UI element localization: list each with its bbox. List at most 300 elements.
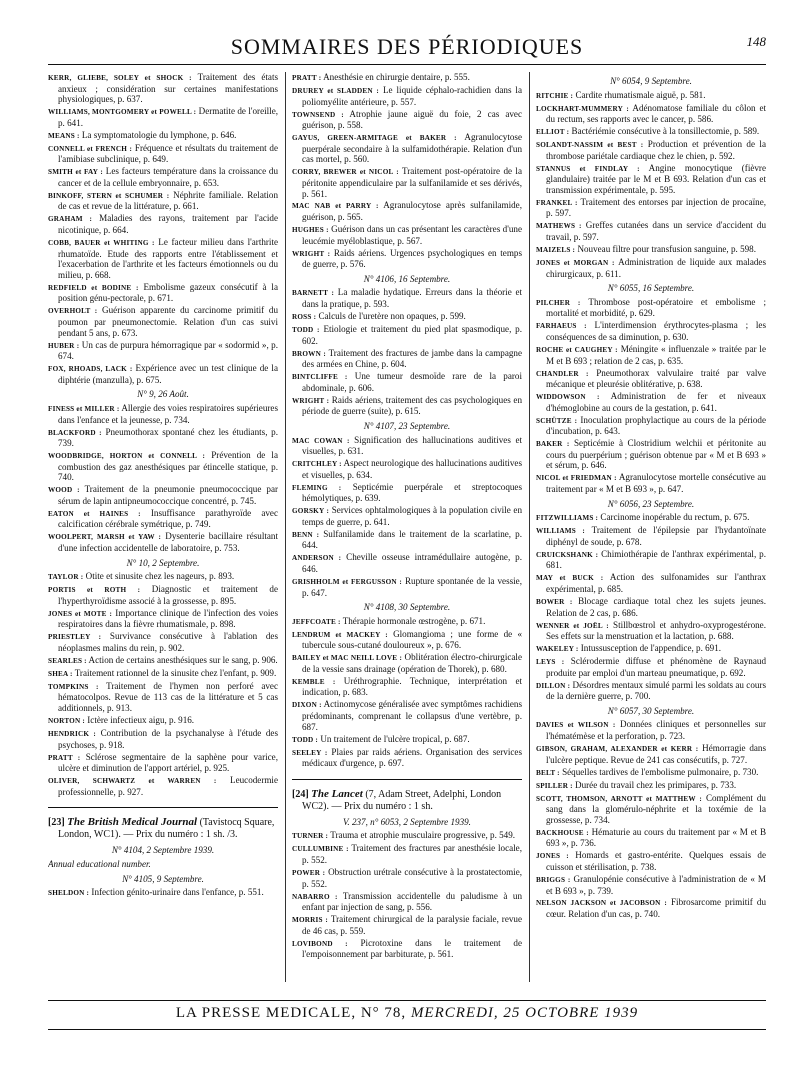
entry-author: ROCHE et CAUGHEY : [536, 345, 618, 354]
entry-title: Angine monocytique (fièvre glandulaire) traitée par le M et B 693. Relation d'un cas et transmission expérimentale, p. 595. [546, 162, 766, 195]
entry-author: WRIGHT : [292, 396, 330, 405]
entry [536, 126, 766, 138]
entry-author: OVERHOLT : [48, 307, 98, 316]
entry-author: NICOL et FRIEDMAN : [536, 474, 617, 483]
entry-title: Thrombose post-opératoire et embolisme ; mortalité et morbidité, p. 629. [546, 296, 766, 319]
entry-author: REDFIELD et BODINE : [48, 283, 139, 292]
entry-title: Intussusception de l'appendice, p. 691. [580, 643, 722, 654]
entry-author: BROWN : [292, 349, 326, 358]
entry-author: SHELDON : [48, 889, 90, 898]
entry-author: BLACKFORD : [48, 428, 102, 437]
entry-author: BACKHOUSE : [536, 828, 589, 837]
entry-author: LOCKHART-MUMMERY : [536, 104, 629, 113]
entry-author: FINESS et MILLER : [48, 404, 120, 413]
entry-title: Actinomycose généralisée avec symptômes rachidiens prédominants, comprenant le collapsus d'une vertèbre, p. 687. [302, 699, 522, 732]
entry-list [48, 887, 278, 899]
entry-title: Une tumeur desmoïde rare de la paroi abdominale, p. 606. [302, 371, 522, 393]
entry-author: EATON et HAINES : [48, 509, 141, 518]
entry-author: JEFFCOATE : [292, 617, 341, 626]
entry [292, 166, 522, 199]
entry-title: Chimiothérapie de l'anthrax expérimental, p. 681. [546, 548, 766, 571]
entry [536, 719, 766, 741]
entry [292, 458, 522, 480]
entry [292, 629, 522, 651]
entry-author: DAVIES et WILSON : [536, 721, 616, 730]
entry-title: Raids aériens. Urgences psychologiques en temps de guerre, p. 576. [302, 247, 522, 270]
entry-author: FITZWILLIAMS : [536, 514, 599, 523]
entry-title: Services ophtalmologiques à la population civile en temps de guerre, p. 641. [302, 505, 522, 527]
entry-author: POWER : [292, 868, 326, 877]
entry-title: Un traitement de l'ulcère tropical, p. 687. [320, 733, 470, 744]
entry-title: Traitement de l'hymen non perforé avec hématocolpos. Revue de 113 cas de la littérature et 5 cas additionnels, p. 913. [58, 680, 278, 714]
entry-author: MAC COWAN : [292, 436, 350, 445]
entry-author: COBB, BAUER et WHITING : [48, 239, 155, 248]
entry-author: WAKELEY : [536, 645, 579, 654]
entry [48, 363, 278, 385]
entry-author: PILCHER : [536, 298, 581, 307]
entry-title: Traitement des fractures de jambe dans la campagne des armées en Chine, p. 604. [302, 347, 522, 370]
entry [536, 743, 766, 765]
entry-title: Ictère infectieux aigu, p. 916. [87, 715, 195, 726]
entry-title: Administration de fer et niveaux d'hémoglobine au cours de la gestation, p. 641. [546, 391, 766, 413]
entry-author: SCOTT, THOMSON, ARNOTT et MATTHEW : [536, 794, 702, 803]
entry-title: Durée du travail chez les primipares, p. 733. [575, 779, 737, 790]
entry-list [292, 435, 522, 599]
entry [536, 767, 766, 779]
entry-author: HENDRICK : [48, 730, 97, 739]
entry [48, 213, 278, 235]
entry-title: Désordres mentaux simulé parmi les soldats au cours de la dernière guerre, p. 700. [546, 679, 766, 702]
entry-author: WOOLPERT, MARSH et YAW : [48, 533, 162, 542]
entry-title: Raids aériens, traitement des cas psychologiques en période de guerre (suite), p. 615. [302, 394, 522, 417]
entry-author: NABARRO : [292, 892, 338, 901]
issue-heading: N° 6054, 9 Septembre. [610, 76, 692, 86]
entry [48, 508, 278, 530]
entry-title: Traitement post-opératoire de la péritonite appendiculaire par la sulfanilamide et ses dérivés, p. 561. [302, 166, 522, 199]
page-title: SOMMAIRES DES PÉRIODIQUES [230, 34, 584, 59]
entry-title: Otite et sinusite chez les nageurs, p. 893. [85, 571, 235, 582]
issue-heading: N° 6055, 16 Septembre. [607, 283, 695, 294]
entry [48, 752, 278, 774]
entry [292, 843, 522, 865]
entry-author: WRIGHT : [292, 249, 331, 258]
entry-title: Cheville osseuse intramédullaire autogène, p. 646. [302, 552, 522, 574]
entry-author: GRAHAM : [48, 215, 93, 224]
entry-title: Obstruction urétrale consécutive à la prostatectomie, p. 552. [302, 866, 522, 889]
entry [48, 305, 278, 338]
entry-author: CORRY, BREWER et NICOL : [292, 168, 399, 177]
entry-author: OLIVER, SCHWARTZ et WARREN : [48, 777, 217, 786]
issue-heading: N° 6056, 23 Septembre. [607, 498, 695, 509]
entry-author: JONES : [536, 852, 569, 861]
entry-author: MAC NAB et PARRY : [292, 202, 379, 211]
entry-author: TAYLOR : [48, 573, 84, 582]
entry-author: SPILLER : [536, 781, 573, 790]
entry-author: SCHÜTZE : [536, 416, 578, 425]
column-divider [285, 72, 286, 982]
entry-author: WIDDOWSON : [536, 393, 600, 402]
entry-title: Rupture spontanée de la vessie, p. 647. [302, 575, 522, 598]
entry [292, 132, 522, 165]
entry [536, 643, 766, 655]
entry-author: JONES et MOTE : [48, 609, 113, 618]
entry-author: LOVIBOND : [292, 939, 348, 948]
entry [536, 680, 766, 702]
page [48, 28, 766, 1038]
entry-author: BENN : [292, 530, 320, 539]
entry-author: BINKOFF, STERN et SCHUMER : [48, 191, 170, 200]
entry-title: Oblitération électro-chirurgicale de la vessie sans drainage (opération de Thorek), p. 680. [302, 652, 522, 674]
entry-title: Importance clinique de l'infection des voies respiratoires dans la fièvre rhumatismale, p. 898. [58, 607, 278, 630]
entry-list [292, 287, 522, 416]
entry-author: TODD : [292, 325, 320, 334]
entry [536, 793, 766, 826]
entry [536, 163, 766, 196]
entry [292, 72, 522, 84]
entry [292, 734, 522, 746]
entry-title: Les facteurs température dans la croissance du cancer et de la cellule embryonnaire, p. 653. [58, 166, 278, 188]
footer-text [48, 1005, 766, 1022]
entry [292, 891, 522, 913]
entry [48, 531, 278, 553]
entry-author: BINTCLIFFE : [292, 373, 348, 382]
entry [48, 728, 278, 750]
entry-title: Administration de liquide aux malades chirurgicaux, p. 611. [546, 257, 766, 279]
entry-title: Blocage cardiaque total chez les sujets jeunes. Relation de 2 cas, p. 686. [546, 595, 766, 618]
entry-title: Embolisme gazeux consécutif à la position génu-pectorale, p. 671. [58, 281, 278, 304]
entry [292, 371, 522, 393]
entry-author: GAYUS, GREEN-ARMITAGE et BAKER : [292, 134, 457, 143]
entry-author: ANDERSON : [292, 554, 342, 563]
entry-author: FLEMING : [292, 483, 342, 492]
entry-title: Maladies des rayons, traitement par l'acide nicotinique, p. 664. [58, 213, 278, 236]
column-2 [292, 72, 522, 992]
entry-title: Traitement chirurgical de la paralysie faciale, revue de 46 cas, p. 559. [302, 914, 522, 936]
issue-heading: N° 4107, 23 Septembre. [363, 420, 451, 431]
entry-author: MORRIS : [292, 916, 329, 925]
entry-author: WILLIAMS, MONTGOMERY et POWELL : [48, 108, 197, 117]
entry-list [536, 719, 766, 919]
journal-name: The British Medical Journal [67, 816, 198, 829]
entry [292, 109, 522, 131]
entry-title: Bactériémie consécutive à la tonsillectomie, p. 589. [571, 126, 760, 137]
entry [48, 190, 278, 212]
entry [536, 197, 766, 219]
entry-title: Adénomatose familiale du côlon et du rectum, ses rapports avec le cancer, p. 586. [546, 102, 766, 125]
entry [536, 438, 766, 471]
entry-title: Stillbœstrol et anhydro-oxyprogestérone. Ses effets sur la menstruation et la lactation, p. 688. [546, 619, 766, 642]
entry [292, 224, 522, 246]
issue-heading: N° 4108, 30 Septembre. [363, 602, 451, 613]
entry-author: BRIGGS : [536, 875, 571, 884]
journal-details: (Tavistocq Square, London, WC1). — Prix du numéro : 1 sh. /3. [58, 817, 275, 841]
entry-author: TURNER : [292, 832, 329, 841]
entry [292, 505, 522, 527]
entry-author: CULLUMBINE : [292, 845, 349, 854]
section-separator [292, 779, 522, 780]
entry-author: HUGHES : [292, 226, 329, 235]
entry [292, 552, 522, 574]
entry [292, 287, 522, 309]
column-3 [536, 72, 766, 992]
entry-author: DRUREY et SLADDEN : [292, 86, 380, 95]
entry [536, 297, 766, 319]
entry-title: Action des sulfonamides sur l'anthrax expérimental, p. 685. [546, 572, 766, 594]
entry-title: Le liquide céphalo-rachidien dans la poliomyélite antérieure, p. 557. [302, 84, 522, 107]
entry-title: Action de certains anesthésiques sur le sang, p. 906. [88, 654, 278, 665]
entry [292, 348, 522, 370]
entry-title: L'interdimension érythrocytes-plasma ; les conséquences de sa diminution, p. 630. [546, 320, 766, 342]
entry [536, 391, 766, 413]
entry-author: CONNELL et FRENCH : [48, 144, 133, 153]
entry [292, 747, 522, 769]
column-divider [529, 72, 530, 982]
entry [48, 484, 278, 506]
entry-title: Insuffisance parathyroïde avec calcification cérébrale symétrique, p. 749. [58, 507, 278, 530]
entry-title: Cardite rhumatismale aiguë, p. 581. [575, 89, 706, 100]
entry [536, 827, 766, 849]
section-separator [48, 807, 278, 808]
entry [536, 780, 766, 792]
footer-date: MERCREDI, 25 OCTOBRE 1939 [410, 1005, 639, 1021]
entry-author: FOX, RHOADS, LACK : [48, 365, 133, 374]
entry-title: Le facteur milieu dans l'arthrite rhumatoïde. Etude des rapports entre l'établissement et l'exacerbation de l'arthrite et les facteurs émotionnels ou du milieu, p. 668. [58, 237, 278, 280]
entry [536, 368, 766, 390]
page-header [48, 28, 766, 65]
entry-title: Séquelles tardives de l'embolisme pulmonaire, p. 730. [562, 766, 759, 777]
entry-author: MAIZELS : [536, 246, 576, 255]
entry [48, 715, 278, 727]
entry [292, 529, 522, 551]
entry-title: Traitement de la pneumonie pneumococcique par sérum de lapin antipneumococcique concentré, p. 745. [58, 484, 278, 506]
entry [48, 106, 278, 128]
entry [292, 395, 522, 417]
entry-title: Traitement des états anxieux ; considération sur certaines manifestations physiologiques, p. 637. [58, 72, 278, 105]
entry-title: Traitement des fractures par anesthésie locale, p. 552. [302, 843, 522, 865]
entry [292, 830, 522, 842]
entry-title: Guérison apparente du carcinome primitif du poumon par pneumonectomie. Relation d'un cas suivi pendant 5 ans, p. 673. [58, 305, 278, 338]
entry-author: LENDRUM et MACKEY : [292, 630, 388, 639]
entry-author: CHANDLER : [536, 369, 589, 378]
entry-title: Inoculation prophylactique au cours de la période d'incubation, p. 643. [546, 414, 766, 437]
entry-author: ELLIOT : [536, 128, 570, 137]
entry-author: NELSON JACKSON et JACOBSON : [536, 899, 667, 908]
entry-author: RITCHIE : [536, 91, 574, 100]
entry-author: PORTIS et ROTH : [48, 586, 141, 595]
entry-title: Allergie des voies respiratoires supérieures dans l'enfance et la jeunesse, p. 734. [58, 402, 278, 425]
entry-author: CRITCHLEY : [292, 460, 342, 469]
issue-note: Annual educational number. [48, 858, 151, 869]
entry-title: Pneumothorax spontané chez les étudiants, p. 739. [58, 426, 278, 449]
entry [292, 576, 522, 598]
entry-author: GORSKY : [292, 507, 330, 516]
entry-author: MAY et BUCK : [536, 574, 604, 583]
column-1 [48, 72, 278, 992]
entry [48, 72, 278, 105]
entry-author: NORTON : [48, 717, 85, 726]
entry-title: Sclérodermie diffuse et phénomène de Raynaud produite par emploi d'un marteau pneumatique, p. 692. [546, 656, 766, 678]
issue-heading: N° 6057, 30 Septembre. [607, 705, 695, 716]
entry-list [536, 297, 766, 495]
entry [536, 525, 766, 547]
entry [48, 143, 278, 165]
entry-author: BAILEY et MAC NEILL LOVE : [292, 654, 403, 663]
entry [536, 572, 766, 594]
entry-title: Pneumothorax valvulaire traité par valve mécanique et pleurésie oblitérative, p. 638. [546, 367, 766, 390]
issue-heading: N° 4105, 9 Septembre. [122, 873, 204, 884]
entry-title: Agranulocytose mortelle consécutive au traitement par « M et B 693 », p. 647. [546, 472, 766, 495]
entry-title: Granulopénie consécutive à l'administration de « M et B 693 », p. 739. [546, 873, 766, 896]
entry-author: KERR, GLIEBE, SOLEY et SHOCK : [48, 74, 192, 82]
entry [48, 584, 278, 606]
page-footer [48, 1000, 766, 1030]
entry [48, 282, 278, 304]
columns [48, 72, 766, 992]
entry-author: PRIESTLEY : [48, 633, 102, 642]
entry [48, 403, 278, 425]
entry [292, 435, 522, 457]
entry-title: Sulfanilamide dans le traitement de la scarlatine, p. 644. [302, 528, 522, 551]
entry-title: Agranulocytose puerpérale secondaire à la sulfamidothérapie. Relation d'un cas mortel, p. 560. [302, 132, 522, 165]
journal-details: (7, Adam Street, Adelphi, London WC2). — Prix du numéro : 1 sh. [302, 788, 502, 812]
entry [536, 415, 766, 437]
entry-author: FRANKEL : [536, 198, 578, 207]
page-number: 148 [746, 34, 766, 49]
journal-number: [23] [48, 817, 65, 829]
entry-title: Traitement de l'épilepsie par l'hydantoïnate diphényl de soude, p. 678. [546, 525, 766, 547]
entry [292, 699, 522, 732]
entry-title: Fibrosarcome primitif du cœur. Relation d'un cas, p. 740. [546, 897, 766, 920]
entry-title: Aspect neurologique des hallucinations auditives et visuelles, p. 634. [302, 458, 522, 480]
entry-author: CRUICKSHANK : [536, 550, 599, 559]
entry-author: GIBSON, GRAHAM, ALEXANDER et KERR : [536, 745, 699, 754]
entry-author: PRATT : [48, 753, 81, 762]
entry-title: Dermatite de l'oreille, p. 641. [58, 106, 278, 128]
entry [48, 237, 278, 280]
entry [48, 608, 278, 630]
entry-author: KEMBLE : [292, 677, 336, 686]
entry-list [292, 72, 522, 270]
journal-heading [48, 816, 278, 841]
entry-title: Signification des hallucinations auditives et visuelles, p. 631. [302, 434, 522, 457]
entry [48, 631, 278, 653]
entry-list [536, 512, 766, 702]
entry-title: Sclérose segmentaire de la saphène pour varice, ulcère et diminution de l'apport artériel, p. 925. [58, 751, 278, 774]
issue-heading: N° 10, 2 Septembre. [126, 557, 200, 568]
entry-title: Glomangioma ; une forme de « tubercule sous-cutané douloureux », p. 676. [302, 628, 522, 651]
entry [292, 938, 522, 960]
entry-author: WOOD : [48, 486, 80, 495]
entry [292, 652, 522, 674]
entry-title: Hémorragie dans l'ulcère peptique. Revue de 241 cas consécutifs, p. 727. [546, 743, 766, 765]
entry-title: Néphrite familiale. Relation de cas et revue de la littérature, p. 661. [58, 189, 278, 212]
entry-title: Dysenterie bacillaire résultant d'une infection accidentelle de laboratoire, p. 753. [58, 531, 278, 553]
entry-title: Etiologie et traitement du pied plat spasmodique, p. 602. [302, 323, 522, 346]
journal-number: [24] [292, 788, 309, 800]
entry-author: GRISHHOLM et FERGUSSON : [292, 577, 403, 586]
entry-title: Expérience avec un test clinique de la diphtérie (manzulla), p. 675. [58, 363, 278, 385]
entry-author: BARNETT : [292, 289, 335, 298]
journal-heading [292, 788, 522, 813]
entry-author: SMITH et FAY : [48, 168, 103, 177]
entry [292, 324, 522, 346]
journal-name: The Lancet [311, 787, 363, 800]
entry [536, 220, 766, 242]
issue-heading: V. 237, n° 6053, 2 Septembre 1939. [343, 816, 471, 827]
entry-author: TODD : [292, 735, 319, 744]
entry [292, 676, 522, 698]
entry [536, 656, 766, 678]
entry [48, 450, 278, 483]
entry-title: La maladie hydatique. Erreurs dans la théorie et dans la pratique, p. 593. [302, 287, 522, 310]
entry [292, 311, 522, 323]
entry [536, 850, 766, 872]
entry [536, 257, 766, 279]
entry-author: WOODBRIDGE, HORTON et CONNELL : [48, 452, 206, 461]
entry [292, 200, 522, 222]
entry-title: Carcinome inopérable du rectum, p. 675. [600, 512, 750, 523]
entry-author: HUBER : [48, 341, 80, 350]
entry [292, 914, 522, 936]
entry-author: BELT : [536, 768, 560, 777]
entry-title: Diagnostic et traitement de l'hyperthyroïdisme associé à la grossesse, p. 895. [58, 584, 278, 606]
entry-title: Septicémie puerpérale et streptocoques hémolytiques, p. 639. [302, 481, 522, 504]
entry-author: SEARLES : [48, 656, 87, 665]
entry-author: ROSS : [292, 313, 317, 321]
entry-title: Complément du sang dans la glomérulo-néphrite et la toxémie de la grossesse, p. 734. [546, 792, 766, 825]
entry-title: Nouveau filtre pour transfusion sanguine, p. 598. [577, 244, 756, 255]
entry-title: Anesthésie en chirurgie dentaire, p. 555. [323, 72, 470, 82]
entry [48, 571, 278, 583]
entry [48, 655, 278, 667]
entry-list [48, 571, 278, 797]
entry-list [292, 830, 522, 959]
entry-title: Greffes cutanées dans un service d'accident du travail, p. 597. [546, 220, 766, 243]
entry-author: JONES et MORGAN : [536, 259, 615, 268]
entry [48, 681, 278, 714]
entry-title: Leucodermie professionnelle, p. 927. [58, 775, 278, 797]
entry-title: Calculs de l'uretère non opaques, p. 599. [318, 311, 466, 321]
entry [536, 620, 766, 642]
entry-author: TOWNSEND : [292, 110, 344, 119]
entry [292, 482, 522, 504]
entry-title: Guérison dans un cas présentant les caractères d'une leucémie myéloblastique, p. 567. [302, 224, 522, 246]
entry [536, 897, 766, 919]
issue-heading: N° 9, 26 Août. [137, 389, 189, 400]
entry-title: Hématurie au cours du traitement par « M et B 693 », p. 736. [546, 826, 766, 849]
entry-author: BAKER : [536, 440, 570, 449]
entry-title: Thérapie hormonale œstrogène, p. 671. [342, 615, 486, 626]
entry-title: Prévention de la combustion des gaz anesthésiques par étincelle statique, p. 740. [58, 450, 278, 483]
entry-author: BOWER : [536, 597, 573, 606]
entry-title: Uréthrographie. Technique, interprétation et indication, p. 683. [302, 675, 522, 698]
entry-title: Trauma et atrophie musculaire progressive, p. 549. [330, 830, 516, 841]
entry-title: Production et prévention de la thrombose pariétale cardiaque chez le chien, p. 592. [546, 139, 766, 161]
entry [536, 244, 766, 256]
entry-author: MATHEWS : [536, 222, 582, 231]
entry-author: TOMPKINS : [48, 682, 99, 691]
entry [536, 874, 766, 896]
entry [536, 549, 766, 571]
entry [48, 427, 278, 449]
entry-author: PRATT : [292, 74, 322, 82]
entry-author: SHEA : [48, 669, 73, 678]
entry-author: WILLIAMS : [536, 527, 586, 536]
issue-heading: N° 4106, 16 Septembre. [363, 273, 451, 284]
entry [48, 340, 278, 362]
entry-title: Plaies par raids aériens. Organisation des services médicaux d'urgence, p. 697. [302, 746, 522, 769]
entry-title: Infection génito-urinaire dans l'enfance, p. 551. [91, 887, 264, 898]
